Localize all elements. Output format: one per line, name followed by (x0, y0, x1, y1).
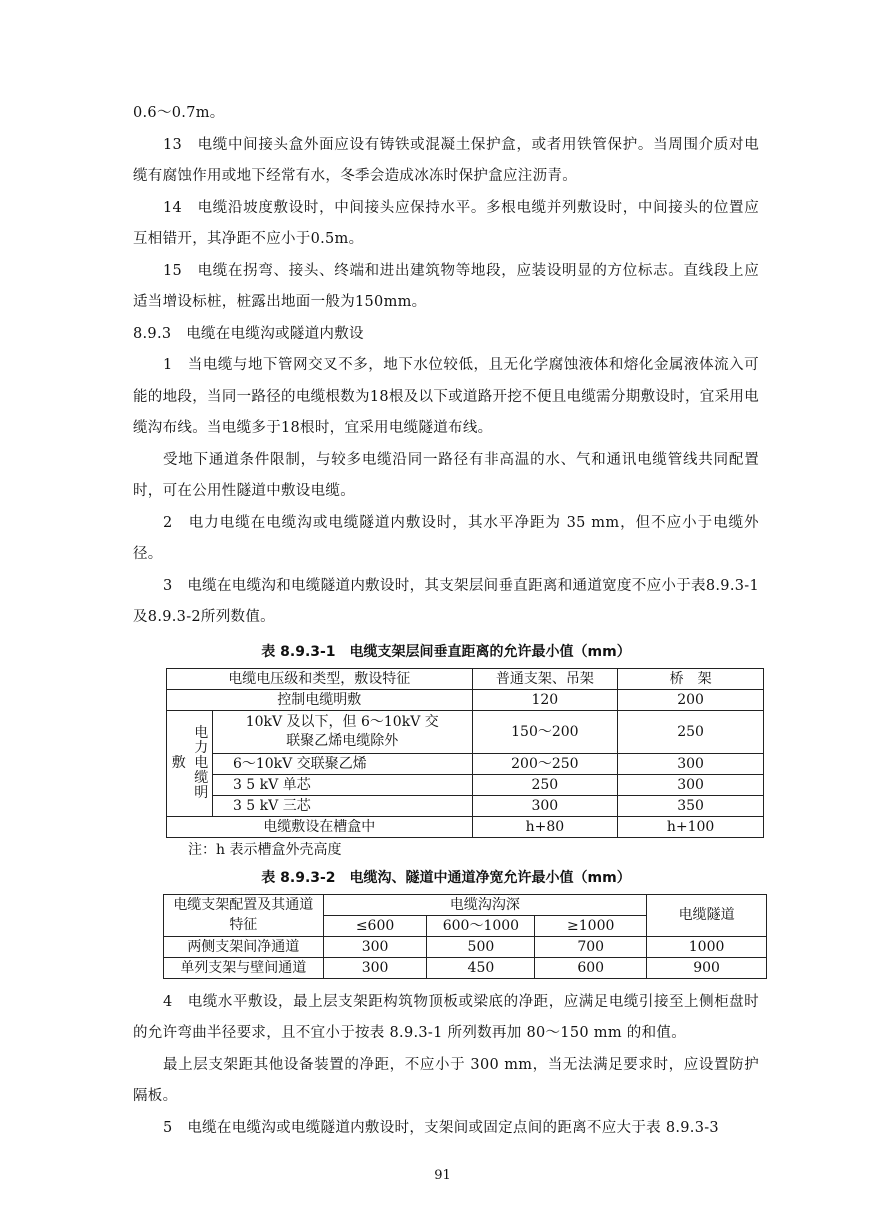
paragraph: 1 当电缆与地下管网交叉不多，地下水位较低，且无化学腐蚀液体和熔化金属液体流入可能的地段，当同一路径的电缆根数为18根及以下或道路开挖不便且电缆需分期敷设时，宜采用电缆沟布线。当电缆多于18根时，宜采用电缆隧道布线。 (133, 357, 759, 436)
table1-note: 注：h 表示槽盒外壳高度 (188, 841, 342, 858)
table-cell: 250 (618, 710, 764, 753)
table-cell: 两侧支架间净通道 (164, 936, 324, 957)
page-number: 91 (434, 1168, 451, 1183)
table-cell: h+80 (472, 816, 618, 837)
table-cell: 250 (472, 774, 618, 795)
paragraph: 13 电缆中间接头盒外面应设有铸铁或混凝土保护盒，或者用铁管保护。当周围介质对电缆有腐蚀作用或地下经常有水，冬季会造成冰冻时保护盒应注沥青。 (133, 136, 759, 184)
section-heading: 8.9.3 电缆在电缆沟或隧道内敷设 (133, 325, 364, 342)
table-cell: 500 (427, 936, 535, 957)
table-cell: 900 (647, 957, 767, 978)
table-cell: 3 5 kV 三芯 (212, 795, 472, 816)
table-cell: 单列支架与壁间通道 (164, 957, 324, 978)
row-group-sublabel: 电力电缆明 (190, 710, 212, 816)
table-cell: 电缆敷设在槽盒中 (167, 816, 473, 837)
table-row (167, 689, 764, 710)
table-header: 电缆电压级和类型，敷设特征 (167, 668, 473, 689)
table-row (167, 795, 764, 816)
table-row (164, 936, 767, 957)
table-header: ≥1000 (535, 915, 647, 936)
table-channel-width (163, 894, 767, 979)
table-cell: 200～250 (472, 753, 618, 774)
table-cell: 700 (535, 936, 647, 957)
paragraph: 最上层支架距其他设备装置的净距，不应小于 300 mm，当无法满足要求时，应设置防护隔板。 (133, 1056, 759, 1104)
table-cell: 600 (535, 957, 647, 978)
table-row (164, 957, 767, 978)
table-cell: 3 5 kV 单芯 (212, 774, 472, 795)
table-cell: 120 (472, 689, 618, 710)
table-row (167, 753, 764, 774)
table-header: 电缆支架配置及其通道特征 (164, 894, 324, 936)
table-row (167, 710, 764, 753)
paragraph: 15 电缆在拐弯、接头、终端和进出建筑物等地段，应装设明显的方位标志。直线段上应适当增设标桩，桩露出地面一般为150mm。 (133, 262, 759, 310)
paragraph: 2 电力电缆在电缆沟或电缆隧道内敷设时，其水平净距为 35 mm，但不应小于电缆外径。 (133, 514, 759, 562)
table-cell: 控制电缆明敷 (167, 689, 473, 710)
table-cell: h+100 (618, 816, 764, 837)
table-header: ≤600 (323, 915, 427, 936)
table-cell: 300 (323, 957, 427, 978)
table-cell: 350 (618, 795, 764, 816)
table-header: 普通支架、吊架 (472, 668, 618, 689)
bottom-paragraphs (133, 987, 759, 1145)
table-row (167, 774, 764, 795)
table-header: 桥 架 (618, 668, 764, 689)
table-header: 电缆沟沟深 (323, 894, 647, 915)
table-cell: 6～10kV 交联聚乙烯 (212, 753, 472, 774)
paragraph: 14 电缆沿坡度敷设时，中间接头应保持水平。多根电缆并列敷设时，中间接头的位置应互相错开，其净距不应小于0.5m。 (133, 199, 759, 247)
table2-caption: 表 8.9.3-2 电缆沟、隧道中通道净宽允许最小值（mm） (261, 869, 631, 886)
paragraph: 0.6～0.7m。 (133, 105, 225, 121)
paragraph: 5 电缆在电缆沟或电缆隧道内敷设时，支架间或固定点间的距离不应大于表 8.9.3-3 (163, 1119, 719, 1136)
table-header-row (164, 894, 767, 915)
table-cell: 10kV 及以下，但 6～10kV 交联聚乙烯电缆除外 (212, 710, 472, 753)
table-cell: 300 (472, 795, 618, 816)
table-header: 600～1000 (427, 915, 535, 936)
table-cell: 150～200 (472, 710, 618, 753)
table-cell: 300 (323, 936, 427, 957)
table-cell: 300 (618, 774, 764, 795)
table1-caption: 表 8.9.3-1 电缆支架层间垂直距离的允许最小值（mm） (261, 643, 631, 660)
top-paragraphs (133, 98, 759, 634)
paragraph: 受地下通道条件限制，与较多电缆沿同一路径有非高温的水、气和通讯电缆管线共同配置时，可在公用性隧道中敷设电缆。 (133, 451, 759, 499)
table-cell: 450 (427, 957, 535, 978)
table-row (167, 816, 764, 837)
table-support-spacing (166, 668, 764, 838)
table-cell: 200 (618, 689, 764, 710)
table-header-row (167, 668, 764, 689)
page-content (133, 98, 759, 1144)
paragraph: 3 电缆在电缆沟和电缆隧道内敷设时，其支架层间垂直距离和通道宽度不应小于表8.9.3-1及8.9.3-2所列数值。 (133, 577, 759, 625)
table-header: 电缆隧道 (647, 894, 767, 936)
table-cell: 1000 (647, 936, 767, 957)
table-cell: 300 (618, 753, 764, 774)
row-group-label: 敷 (167, 710, 191, 816)
paragraph: 4 电缆水平敷设，最上层支架距构筑物顶板或梁底的净距，应满足电缆引接至上侧柜盘时的允许弯曲半径要求，且不宜小于按表 8.9.3-1 所列数再加 80～150 mm 的和值。 (133, 993, 759, 1041)
